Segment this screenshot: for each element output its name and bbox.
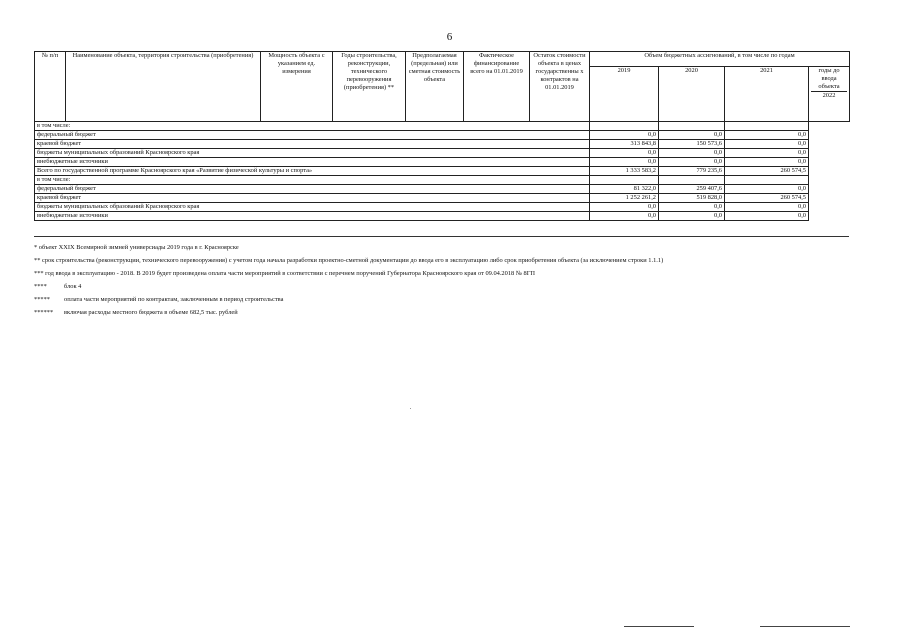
table-row (35, 194, 850, 203)
header-num: № п/п (35, 52, 66, 122)
footnote (34, 254, 864, 267)
footnote-text: ** срок строительства (реконструкции, технического перевооружения) с учетом года начала разработки проектно-сметной документации до ввода его в эксплуатацию либо срок приобретения объекта (за исключением строки 1.1.1) (34, 257, 664, 264)
bottom-rule-left (624, 626, 694, 627)
table-row (35, 203, 850, 212)
row-label: Всего по государственной программе Красноярского края «Развитие физической культуры и спорта» (35, 167, 590, 176)
row-label: федеральный бюджет (35, 131, 590, 140)
cell-2021: 0,0 (725, 185, 809, 194)
row-label: внебюджетные источники (35, 158, 590, 167)
header-year-2022: 2022 (822, 92, 836, 99)
cell-2020: 519 828,0 (659, 194, 725, 203)
table-row (35, 131, 850, 140)
footnotes (34, 241, 864, 319)
footnote-mark: ****** (34, 309, 54, 316)
cell-2021: 0,0 (725, 149, 809, 158)
cell-2021 (725, 122, 809, 131)
header-object-name: Наименование объекта, территория строительства (приобретения) (66, 52, 261, 122)
cell-2020: 0,0 (659, 149, 725, 158)
table-row (35, 149, 850, 158)
header-capacity: Мощность объекта с указанием ед. измерения (261, 52, 333, 122)
footnote-text: * объект XXIX Всемирной зимней универсиады 2019 года в г. Красноярске (34, 244, 239, 251)
table-row (35, 185, 850, 194)
cell-2019: 0,0 (590, 212, 659, 221)
cell-2019: 81 322,0 (590, 185, 659, 194)
row-label: краевой бюджет (35, 140, 590, 149)
header-years: Годы строительства, реконструкции, технического перевооружения (приобретения) ** (333, 52, 406, 122)
cell-2021: 0,0 (725, 140, 809, 149)
footnote-mark: ***** (34, 296, 50, 303)
header-remaining-cost: Остаток стоимости объекта в ценах государственны х контрактов на 01.01.2019 (530, 52, 590, 122)
footnote (34, 293, 864, 306)
cell-2020 (659, 176, 725, 185)
cell-2021: 0,0 (725, 131, 809, 140)
bottom-rule-right (760, 626, 850, 627)
cell-2019 (590, 122, 659, 131)
cell-2020: 150 573,6 (659, 140, 725, 149)
cell-2019 (590, 176, 659, 185)
cell-2021: 0,0 (725, 203, 809, 212)
header-until-commission-label: годы до ввода объекта (811, 67, 847, 92)
notes-separator (34, 236, 849, 237)
footnote-text: *** год ввода в эксплуатацию - 2018. В 2019 будет произведена оплата части мероприятий в соответствии с перечнем поручений Губернатора Красноярского края от 09.04.2018 № 8ГП (34, 270, 536, 277)
table-row (35, 158, 850, 167)
cell-2020 (659, 122, 725, 131)
header-year-2019: 2019 (590, 67, 659, 122)
header-actual-financing: Фактическое финансирование всего на 01.01.2019 (464, 52, 530, 122)
table-row (35, 140, 850, 149)
table-body (35, 122, 850, 221)
cell-2021: 260 574,5 (725, 167, 809, 176)
footnote (34, 241, 864, 254)
cell-2019: 0,0 (590, 131, 659, 140)
footnote-mark: **** (34, 283, 47, 290)
cell-2021: 0,0 (725, 158, 809, 167)
page-number: 6 (446, 31, 453, 43)
cell-2020: 779 235,6 (659, 167, 725, 176)
footnote-text: блок 4 (64, 283, 82, 290)
header-estimated-cost: Предполагаемая (предельная) или сметная стоимость объекта (406, 52, 464, 122)
row-label: в том числе: (35, 122, 590, 131)
row-label: федеральный бюджет (35, 185, 590, 194)
cell-2020: 0,0 (659, 212, 725, 221)
header-year-2021: 2021 (725, 67, 809, 122)
cell-2019: 1 252 261,2 (590, 194, 659, 203)
table-row (35, 167, 850, 176)
cell-2020: 259 407,6 (659, 185, 725, 194)
footnote-text: включая расходы местного бюджета в объеме 682,5 тыс. рублей (64, 309, 238, 316)
cell-2020: 0,0 (659, 203, 725, 212)
header-year-2020: 2020 (659, 67, 725, 122)
row-label: бюджеты муниципальных образований Красноярского края (35, 203, 590, 212)
cell-2021 (725, 176, 809, 185)
cell-2019: 0,0 (590, 149, 659, 158)
row-label: внебюджетные источники (35, 212, 590, 221)
cell-2019: 313 843,8 (590, 140, 659, 149)
footnote-text: оплата части мероприятий по контрактам, заключенным в период строительства (64, 296, 284, 303)
header-budget-group: Объем бюджетных ассигнований, в том числе по годам (590, 52, 850, 67)
cell-2019: 0,0 (590, 158, 659, 167)
table-row (35, 122, 850, 131)
table-row (35, 176, 850, 185)
budget-table (34, 51, 850, 221)
cell-2019: 0,0 (590, 203, 659, 212)
cell-2021: 0,0 (725, 212, 809, 221)
cell-2021: 260 574,5 (725, 194, 809, 203)
table-row (35, 212, 850, 221)
scan-speck (410, 408, 411, 409)
footnote (34, 306, 864, 319)
cell-2019: 1 333 583,2 (590, 167, 659, 176)
row-label: в том числе: (35, 176, 590, 185)
footnote (34, 267, 864, 280)
cell-2020: 0,0 (659, 158, 725, 167)
footnote (34, 280, 864, 293)
row-label: бюджеты муниципальных образований Красноярского края (35, 149, 590, 158)
row-label: краевой бюджет (35, 194, 590, 203)
cell-2022-blank (809, 122, 850, 221)
header-until-commission (809, 67, 850, 122)
cell-2020: 0,0 (659, 131, 725, 140)
